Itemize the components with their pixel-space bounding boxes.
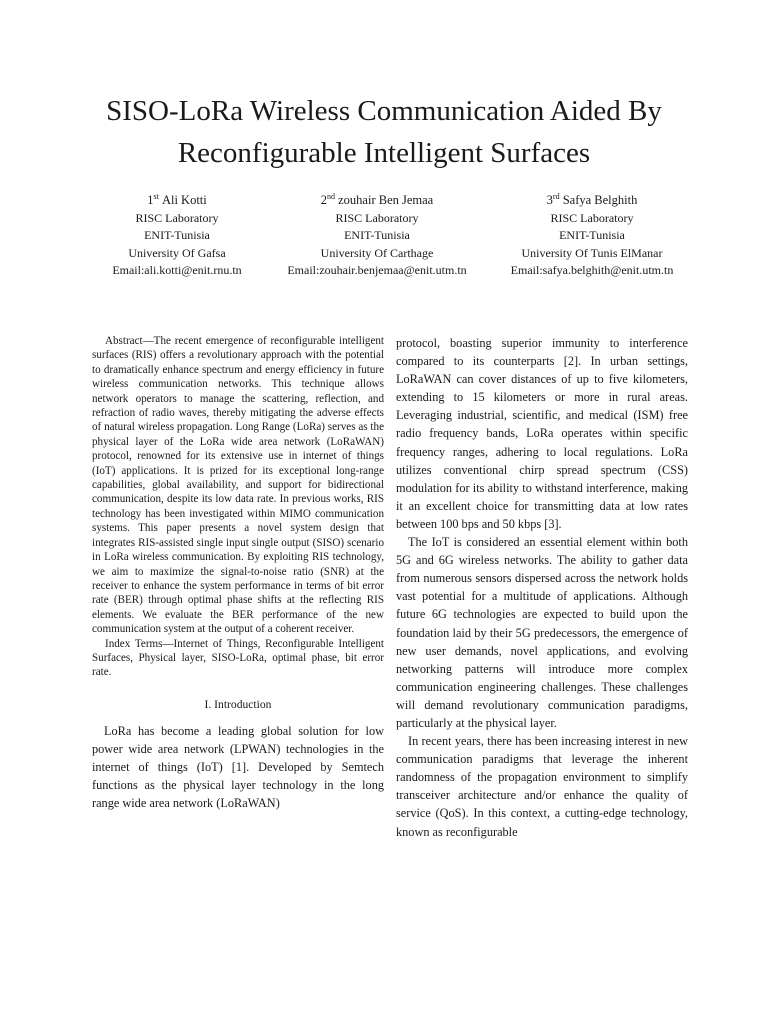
body-paragraph: protocol, boasting superior immunity to interference compared to its counterparts [2]. In urban settings, LoRaWAN can cover distances of up to five kilometers, extending to 15 kilometers or more in rural areas. Leveraging industrial, scientific, and medical (ISM) free radio frequency bands, LoRa operates within specific frequency ranges, adhering to local regulations. LoRa utilizes conventional chirp spread spectrum (CSS) modulation for its ability to withstand interference, making it an excellent choice for transmitting data at low rates between 100 bps and 50 kbps [3]. — [396, 336, 688, 531]
author-lab: RISC Laboratory — [550, 210, 634, 225]
author-university: University Of Carthage — [320, 245, 434, 260]
author-3 — [487, 188, 697, 280]
paper-title: SISO-LoRa Wireless Communication Aided By Reconfigurable Intelligent Surfaces — [106, 95, 662, 169]
author-email: Email:ali.kotti@enit.rnu.tn — [112, 263, 242, 278]
body-paragraph: The IoT is considered an essential element within both 5G and 6G wireless networks. The ability to gather data from numerous sensors dispersed across the network holds vast potential for a multitude of applications. Although future 6G technologies are expected to build upon the foundation laid by their 5G predecessors, the emergence of new user demands, novel applications, and evolving networking patterns will introduce more complex communication engineering challenges. These challenges will demand revolutionary communication paradigms, particularly at the physical layer. — [396, 535, 688, 730]
author-name: Safya Belghith — [562, 193, 638, 208]
intro-paragraph: LoRa has become a leading global solution for low power wide area network (LPWAN) technologies in the internet of things (IoT) [1]. Developed by Semtech functions as the physical layer technology in the long range wide area network (LoRaWAN) — [92, 723, 384, 811]
abstract: Abstract—The recent emergence of reconfigurable intelligent surfaces (RIS) offers a revolutionary approach with the potential to dramatically enhance spectrum and energy efficiency in future wireless communication networks. This technique allows network operators to manage the scattering, reflection, and refraction of radio waves, thereby mitigating the adverse effects of natural wireless propagation. Long Range (LoRa) serves as the physical layer of the LoRa wide area network (LoRaWAN) protocol, renowned for its extensive use in internet of things (IoT) applications. It is prized for its exceptional long-range capabilities, global availability, and support for bidirectional communication, despite its low data rate. In previous works, RIS technology has been investigated within MIMO communication systems. This paper presents a novel system design that integrates RIS-assisted single input single output (SISO) scenario in LoRa wireless communication. By exploiting RIS technology, we aim to maximize the signal-to-noise ratio (SNR) at the receiver to enhance the system performance in terms of bit error rate (BER) through optimal phase shifts at the reflecting RIS elements. We evaluate the BER performance of the new communication system at the output of a coherent receiver. — [92, 335, 384, 636]
author-ordinal-suffix: st — [153, 192, 159, 201]
author-school: ENIT-Tunisia — [144, 228, 210, 243]
left-column — [92, 334, 384, 812]
author-ordinal: 2 — [320, 193, 327, 208]
author-school: ENIT-Tunisia — [344, 228, 410, 243]
author-2 — [262, 188, 492, 280]
author-email: Email:safya.belghith@enit.utm.tn — [510, 263, 674, 278]
author-ordinal: 3 — [546, 193, 553, 208]
author-ordinal-suffix: nd — [327, 192, 335, 201]
index-terms: Index Terms—Internet of Things, Reconfigurable Intelligent Surfaces, Physical layer, SISO-LoRa, optimal phase, bit error rate. — [92, 637, 384, 679]
author-ordinal: 1 — [147, 193, 154, 208]
author-school: ENIT-Tunisia — [559, 228, 625, 243]
author-block — [92, 188, 722, 288]
author-university: University Of Gafsa — [128, 245, 226, 260]
author-lab: RISC Laboratory — [135, 210, 219, 225]
author-university: University Of Tunis ElManar — [521, 245, 663, 260]
author-email: Email:zouhair.benjemaa@enit.utm.tn — [287, 263, 467, 278]
author-lab: RISC Laboratory — [335, 210, 419, 225]
author-name: Ali Kotti — [161, 193, 207, 208]
author-name: zouhair Ben Jemaa — [338, 193, 434, 208]
right-column — [396, 334, 688, 841]
body-paragraph: In recent years, there has been increasing interest in new communication paradigms that leverage the inherent randomness of the propagation environment to simplify transceiver architecture and/or enhance the quality of service (QoS). In this context, a cutting-edge technology, known as reconfigurable — [396, 734, 688, 839]
author-1 — [92, 188, 262, 280]
author-ordinal-suffix: rd — [552, 192, 560, 201]
section-heading: I. Introduction — [204, 697, 272, 711]
